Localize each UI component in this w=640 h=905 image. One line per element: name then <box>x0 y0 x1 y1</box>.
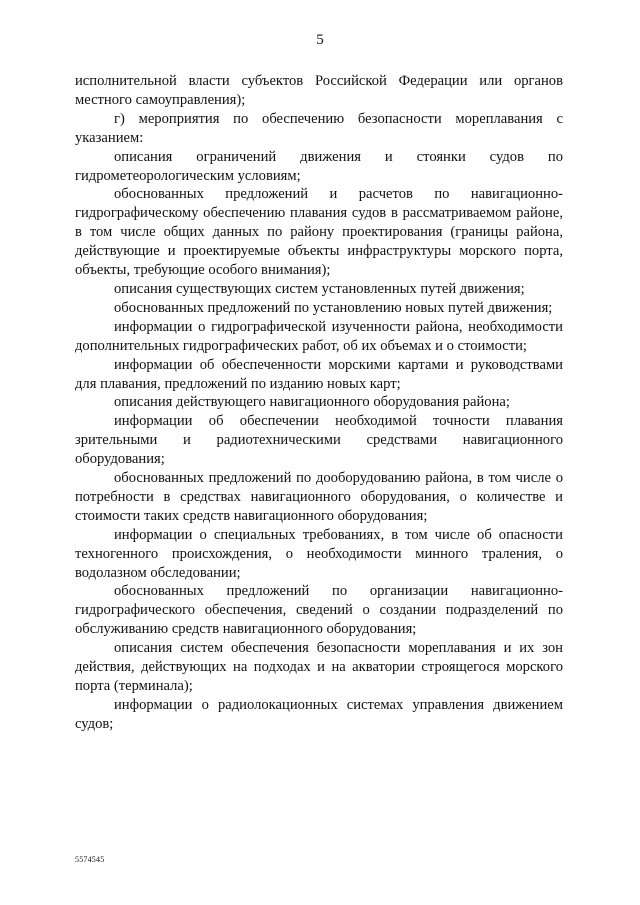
paragraph: обоснованных предложений и расчетов по навигационно-гидрографическому обеспечению плавания судов в рассматриваемом районе, в том числе общих данных по району проектирования (границы района, действующие и проектируемые объекты инфраструктуры морского порта, объекты, требующие особого внимания); <box>75 186 563 279</box>
paragraph: г) мероприятия по обеспечению безопасности мореплавания с указанием: <box>75 110 563 146</box>
paragraph: исполнительной власти субъектов Российской Федерации или органов местного самоуправления); <box>75 73 563 108</box>
paragraph: обоснованных предложений по установлению новых путей движения; <box>114 299 553 316</box>
paragraph: информации о специальных требованиях, в том числе об опасности техногенного происхождения, о необходимости минного траления, о водолазном обследовании; <box>75 526 563 581</box>
paragraph: информации об обеспечении необходимой точности плавания зрительными и радиотехническими средствами навигационного оборудования; <box>75 413 563 468</box>
document-id: 5574545 <box>75 855 105 864</box>
paragraph: описания действующего навигационного оборудования района; <box>114 394 510 411</box>
paragraph: описания систем обеспечения безопасности мореплавания и их зон действия, действующих на подходах и на акватории строящегося морского порта (терминала); <box>75 640 563 694</box>
paragraph: описания ограничений движения и стоянки судов по гидрометеорологическим условиям; <box>75 148 563 184</box>
page-number: 5 <box>316 32 324 48</box>
paragraph: описания существующих систем установленных путей движения; <box>114 280 525 297</box>
document-body <box>75 72 563 734</box>
paragraph: обоснованных предложений по организации навигационно-гидрографического обеспечения, сведений о создании подразделений по обслуживанию средств навигационного оборудования; <box>75 583 563 638</box>
paragraph: информации об обеспеченности морскими картами и руководствами для плавания, предложений по изданию новых карт; <box>75 356 563 392</box>
paragraph: информации о радиолокационных системах управления движением судов; <box>75 696 563 732</box>
paragraph: обоснованных предложений по дооборудованию района, в том числе о потребности в средствах навигационного оборудования, о количестве и стоимости таких средств навигационного оборудования; <box>75 470 563 524</box>
paragraph: информации о гидрографической изученности района, необходимости дополнительных гидрографических работ, об их объемах и о стоимости; <box>75 318 563 354</box>
